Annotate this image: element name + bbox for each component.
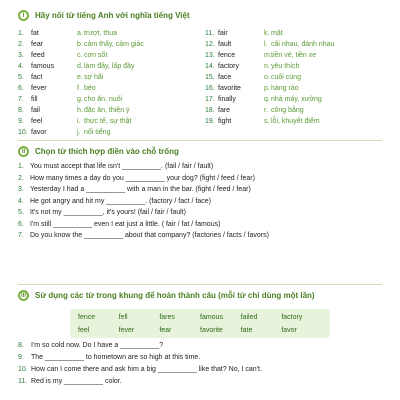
meaning-letter: r.: [264, 107, 268, 114]
meaning-letter: q.: [264, 96, 270, 103]
exercise-sentence: How can I come there and ask him a big __________ like that? No, I can't.: [31, 366, 262, 373]
vietnamese-meaning: lỗi, khuyết điểm: [271, 118, 320, 125]
english-word: feel: [31, 118, 43, 125]
meaning-letter: a.: [77, 30, 83, 37]
english-word: fight: [218, 118, 232, 125]
item-number: 19.: [205, 118, 215, 125]
item-number: 9.: [18, 354, 24, 361]
meaning-letter: o.: [264, 74, 270, 81]
item-number: 12.: [205, 41, 215, 48]
english-word: finally: [218, 96, 236, 103]
item-number: 4.: [18, 197, 24, 205]
item-number: 7.: [18, 96, 24, 103]
section-3-badge: III: [18, 290, 29, 301]
english-word: fare: [218, 107, 231, 114]
list-item: [18, 230, 382, 242]
section-1-left-column: [18, 28, 144, 138]
section-3-title: Sử dụng các từ trong khung để hoàn thành câu (mỗi từ chỉ dùng một lần): [35, 291, 315, 300]
meaning-letter: d.: [77, 63, 83, 70]
meaning-letter: c.: [77, 52, 83, 59]
item-number: 1.: [18, 30, 24, 37]
word-box-item: fence: [78, 314, 96, 321]
section-1-header: [18, 10, 190, 21]
meaning-letter: b.: [77, 41, 83, 48]
word-box-item: famous: [200, 314, 223, 321]
section-3-header: [18, 290, 315, 301]
list-item: [18, 39, 144, 50]
meaning-letter: e.: [77, 74, 83, 81]
vietnamese-meaning: sợ hãi: [84, 74, 104, 81]
item-number: 15.: [205, 74, 215, 81]
english-word: factory: [218, 63, 240, 70]
english-word: face: [218, 74, 232, 81]
list-item: [18, 72, 144, 83]
word-box: [70, 309, 330, 338]
english-word: fact: [31, 74, 43, 81]
item-number: 6.: [18, 220, 24, 228]
list-item: [18, 207, 382, 219]
english-word: fault: [218, 41, 232, 48]
item-number: 11.: [205, 30, 215, 37]
english-word: fever: [31, 85, 47, 92]
word-box-item: favor: [281, 327, 297, 334]
list-item: [205, 83, 334, 94]
item-number: 2.: [18, 41, 24, 48]
item-number: 16.: [205, 85, 215, 92]
english-word: fear: [31, 41, 44, 48]
vietnamese-meaning: cảm thấy, cảm giác: [84, 41, 144, 48]
meaning-letter: g.: [77, 96, 83, 103]
item-number: 18.: [205, 107, 215, 114]
item-number: 17.: [205, 96, 215, 103]
item-number: 14.: [205, 63, 215, 70]
section-2-title: Chọn từ thích hợp điền vào chỗ trống: [35, 147, 179, 156]
section-1-title: Hãy nối từ tiếng Anh với nghĩa tiếng Việt: [35, 11, 190, 20]
item-number: 7.: [18, 232, 24, 239]
exercise-sentence: Red is my __________ color.: [31, 378, 122, 385]
word-box-item: fear: [159, 327, 172, 334]
list-item: [205, 61, 334, 72]
list-item: [18, 196, 382, 208]
english-word: favorite: [218, 85, 241, 92]
list-item: [18, 116, 144, 127]
list-item: [205, 28, 334, 39]
meaning-letter: k.: [264, 30, 270, 37]
item-number: 4.: [18, 63, 24, 70]
english-word: famous: [31, 63, 54, 70]
list-item: [18, 173, 382, 185]
list-item: [18, 105, 144, 116]
meaning-letter: m.: [264, 52, 272, 59]
english-word: fair: [218, 30, 228, 37]
word-box-item: fever: [118, 327, 135, 334]
vietnamese-meaning: cho ăn, nuôi: [84, 96, 123, 103]
list-item: [205, 72, 334, 83]
section-1-badge: I: [18, 10, 29, 21]
exercise-sentence: You must accept that life isn't __________. (fail / fair / fault): [30, 163, 214, 170]
item-number: 13.: [205, 52, 215, 59]
list-item: [18, 184, 382, 196]
item-number: 6.: [18, 85, 24, 92]
exercise-sentence: How many times a day do you __________ your dog? (fight / feed / fear): [30, 174, 255, 182]
list-item: [205, 39, 334, 50]
list-item: [205, 116, 334, 127]
vietnamese-meaning: hàng rào: [271, 85, 299, 92]
vietnamese-meaning: công bằng: [271, 107, 304, 114]
list-item: [18, 50, 144, 61]
meaning-letter: h.: [77, 107, 83, 114]
section-1-right-column: [205, 28, 334, 127]
item-number: 8.: [18, 107, 24, 114]
word-box-item: fares: [159, 314, 175, 321]
item-number: 10.: [18, 129, 28, 136]
list-item: [18, 364, 382, 376]
item-number: 5.: [18, 74, 24, 81]
vietnamese-meaning: trượt, thua: [84, 30, 118, 37]
item-number: 10.: [18, 366, 28, 373]
exercise-sentence: I'm still __________ even I eat just a little. ( fair / fat / famous): [30, 220, 221, 228]
exercise-sentence: Do you know the __________ about that company? (factories / facts / favors): [30, 232, 269, 239]
vietnamese-meaning: cuối cùng: [271, 74, 301, 81]
list-item: [18, 28, 144, 39]
vietnamese-meaning: nổi tiếng: [84, 129, 111, 136]
english-word: fence: [218, 52, 236, 59]
item-number: 1.: [18, 163, 24, 170]
word-box-item: factory: [281, 314, 303, 321]
list-item: [18, 61, 144, 72]
vietnamese-meaning: nhà máy, xưởng: [271, 96, 322, 103]
exercise-sentence: The __________ to hometown are so high at this time.: [31, 354, 201, 361]
english-word: feed: [31, 52, 45, 59]
vietnamese-meaning: cãi nhau, đánh nhau: [271, 41, 335, 48]
item-number: 3.: [18, 186, 24, 193]
word-box-item: favorite: [200, 327, 223, 334]
list-item: [18, 352, 382, 364]
exercise-sentence: Yesterday I had a __________ with a man in the bar. (fight / feed / fear): [30, 186, 251, 193]
section-2-header: [18, 146, 179, 157]
vietnamese-meaning: yêu thích: [271, 63, 300, 70]
meaning-letter: n.: [264, 63, 270, 70]
vietnamese-meaning: cơn sốt: [84, 52, 108, 59]
list-item: [18, 94, 144, 105]
list-item: [18, 161, 382, 173]
english-word: fail: [31, 107, 40, 114]
exercise-sentence: I'm so cold now. Do I have a __________?: [31, 342, 164, 349]
word-box-item: fell: [118, 314, 128, 321]
item-number: 2.: [18, 174, 24, 182]
list-item: [18, 219, 382, 231]
list-item: [18, 83, 144, 94]
meaning-letter: f.: [77, 85, 81, 92]
list-item: [18, 376, 382, 388]
meaning-letter: s.: [264, 118, 270, 125]
section-divider: [18, 140, 382, 141]
meaning-letter: j.: [77, 129, 81, 136]
meaning-letter: l.: [264, 41, 268, 48]
vietnamese-meaning: mặt: [271, 30, 283, 37]
list-item: [18, 340, 382, 352]
word-box-item: feel: [78, 327, 90, 334]
list-item: [18, 127, 144, 138]
word-box-item: failed: [240, 314, 258, 321]
section-2-exercises: [18, 161, 382, 242]
section-3-exercises: [18, 340, 382, 388]
vietnamese-meaning: béo: [84, 85, 96, 92]
list-item: [205, 105, 334, 116]
item-number: 5.: [18, 209, 24, 216]
vietnamese-meaning: làm đầy, lấp đầy: [84, 63, 135, 70]
word-box-item: fate: [240, 327, 253, 334]
section-divider: [18, 284, 382, 285]
meaning-letter: i.: [77, 118, 81, 125]
list-item: [205, 94, 334, 105]
english-word: favor: [31, 129, 47, 136]
item-number: 3.: [18, 52, 24, 59]
english-word: fill: [31, 96, 38, 103]
english-word: fat: [31, 30, 39, 37]
exercise-sentence: It's not my __________, it's yours! (fail / fair / fault): [30, 209, 186, 216]
vietnamese-meaning: đặc ân, thiện ý: [84, 107, 130, 114]
item-number: 9.: [18, 118, 24, 125]
vietnamese-meaning: thực tế, sự thật: [84, 118, 132, 125]
exercise-sentence: He got angry and hit my __________. (factory / fact / face): [30, 197, 211, 205]
section-2-badge: II: [18, 146, 29, 157]
item-number: 8.: [18, 342, 24, 349]
vietnamese-meaning: tiền vé, tiền xe: [271, 52, 317, 59]
item-number: 11.: [18, 378, 28, 385]
list-item: [205, 50, 334, 61]
meaning-letter: p.: [264, 85, 270, 92]
